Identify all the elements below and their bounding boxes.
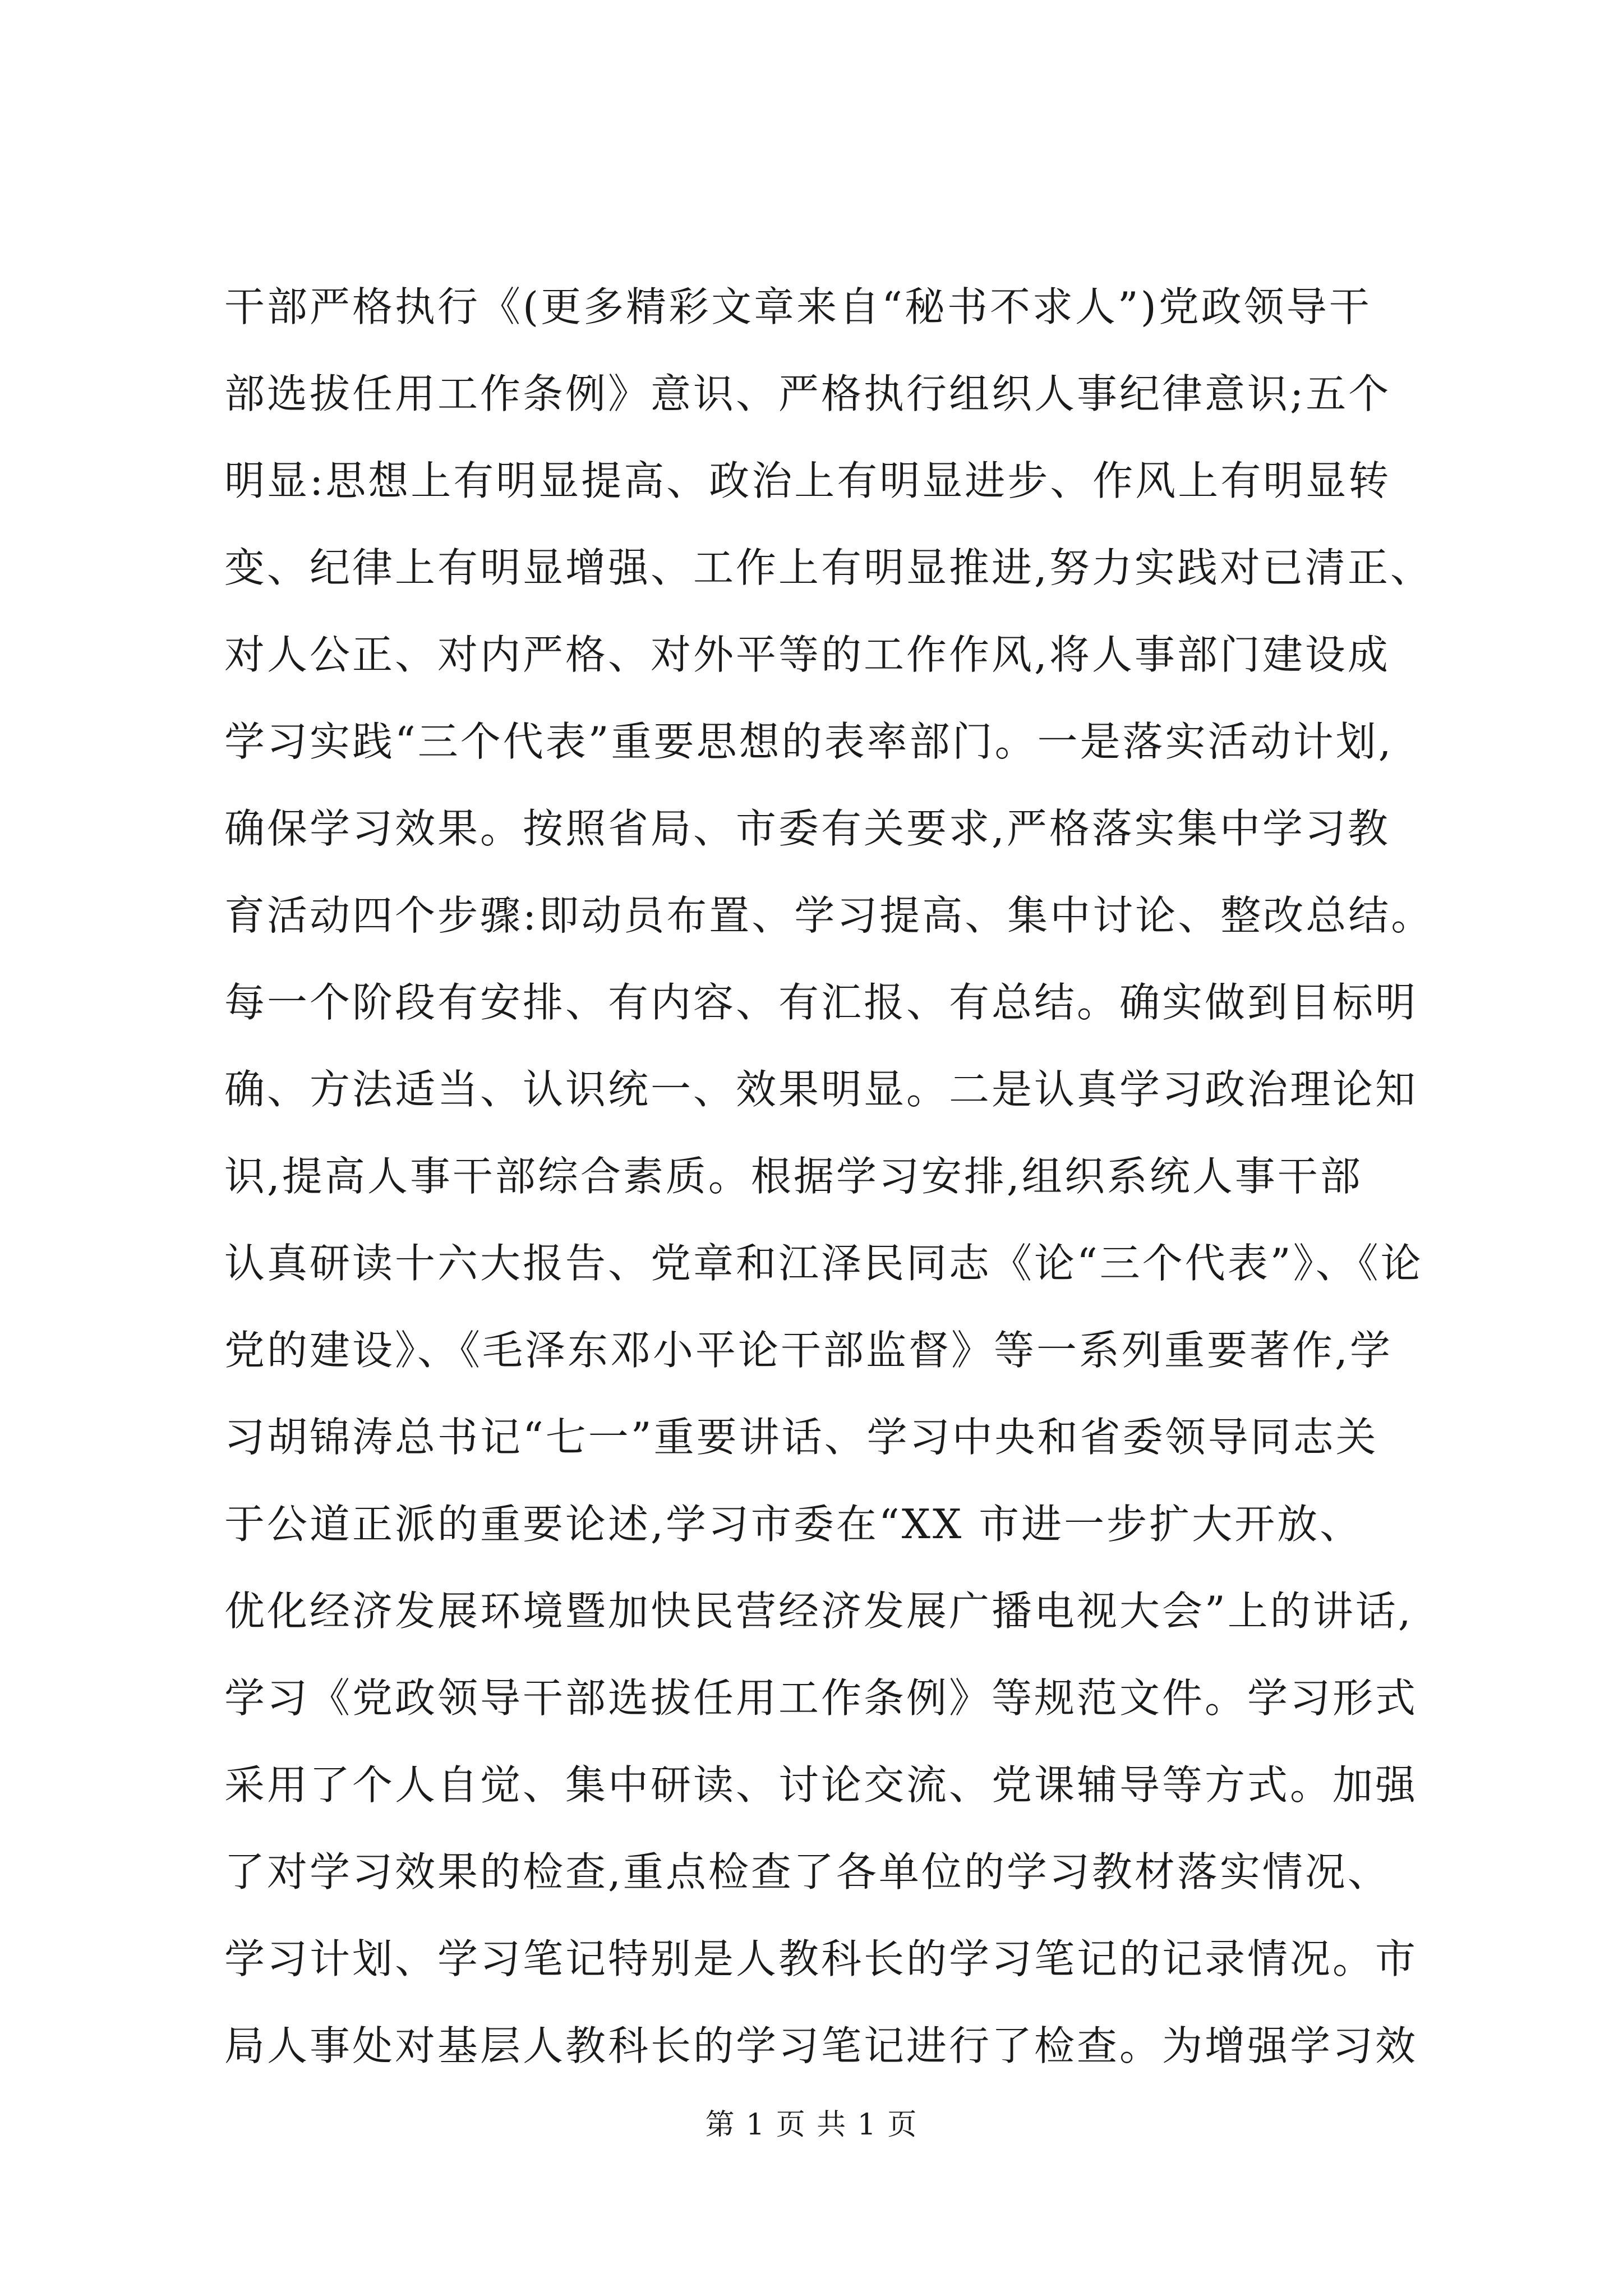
text-line: 认真研读十六大报告、党章和江泽民同志《论“三个代表”》、《论 bbox=[224, 1240, 1423, 1287]
text-line: 学习计划、学习笔记特别是人教科长的学习笔记的记录情况。市 bbox=[224, 1935, 1418, 1982]
text-line: 于公道正派的重要论述,学习市委在“XX 市进一步扩大开放、 bbox=[224, 1501, 1363, 1548]
text-line: 干部严格执行《(更多精彩文章来自“秘书不求人”)党政领导干 bbox=[224, 283, 1372, 330]
text-line: 学习《党政领导干部选拔任用工作条例》等规范文件。学习形式 bbox=[224, 1674, 1418, 1722]
page-footer: 第 1 页 共 1 页 bbox=[705, 2108, 918, 2142]
text-line: 党的建设》、《毛泽东邓小平论干部监督》等一系列重要著作,学 bbox=[224, 1327, 1393, 1374]
body-text bbox=[224, 264, 1434, 2090]
text-line: 变、纪律上有明显增强、工作上有明显推进,努力实践对已清正、 bbox=[224, 544, 1433, 591]
text-line: 识,提高人事干部综合素质。根据学习安排,组织系统人事干部 bbox=[224, 1153, 1363, 1200]
text-line: 习胡锦涛总书记“七一”重要讲话、学习中央和省委领导同志关 bbox=[224, 1414, 1378, 1461]
text-line: 了对学习效果的检查,重点检查了各单位的学习教材落实情况、 bbox=[224, 1848, 1390, 1895]
text-line: 部选拔任用工作条例》意识、严格执行组织人事纪律意识;五个 bbox=[224, 370, 1391, 417]
text-line: 育活动四个步骤:即动员布置、学习提高、集中讨论、整改总结。 bbox=[224, 892, 1434, 939]
text-line: 确、方法适当、认识统一、效果明显。二是认真学习政治理论知 bbox=[224, 1066, 1418, 1113]
text-line: 对人公正、对内严格、对外平等的工作作风,将人事部门建设成 bbox=[224, 631, 1390, 678]
text-line: 明显:思想上有明显提高、政治上有明显进步、作风上有明显转 bbox=[224, 457, 1391, 504]
text-line: 局人事处对基层人教科长的学习笔记进行了检查。为增强学习效 bbox=[224, 2022, 1418, 2069]
text-line: 确保学习效果。按照省局、市委有关要求,严格落实集中学习教 bbox=[224, 805, 1390, 852]
text-line: 优化经济发展环境暨加快民营经济发展广播电视大会”上的讲话, bbox=[224, 1588, 1413, 1635]
text-line: 学习实践“三个代表”重要思想的表率部门。一是落实活动计划, bbox=[224, 718, 1394, 765]
text-line: 每一个阶段有安排、有内容、有汇报、有总结。确实做到目标明 bbox=[224, 979, 1418, 1026]
text-line: 采用了个人自觉、集中研读、讨论交流、党课辅导等方式。加强 bbox=[224, 1761, 1418, 1809]
